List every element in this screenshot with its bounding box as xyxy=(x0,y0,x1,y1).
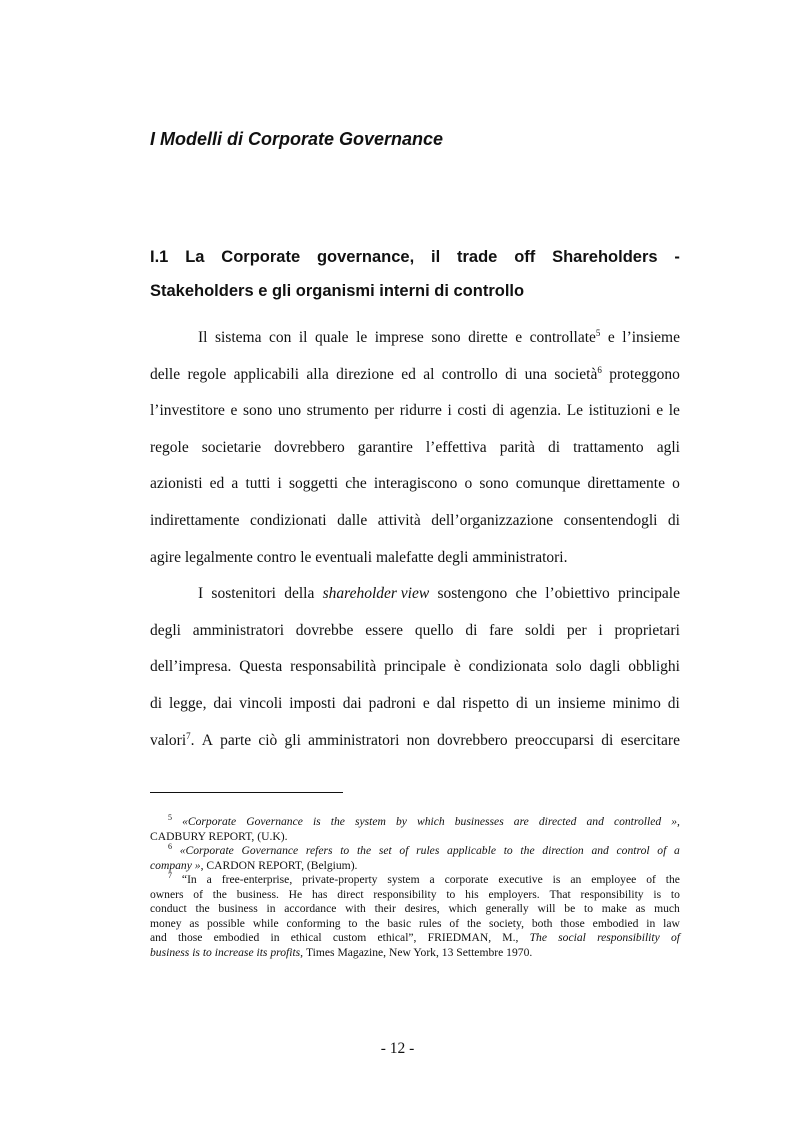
section-title-line-2: Stakeholders e gli organismi interni di controllo xyxy=(150,282,525,300)
paragraph-1-line: indirettamente condizionati dalle attività dell’organizzazione consentendogli di xyxy=(150,511,680,529)
footnote-ref-7[interactable]: 7 xyxy=(186,730,191,741)
paragraph-2-line: valori$^7$. A parte ciò gli amministratori non dovrebbero preoccuparsi di esercitare xyxy=(150,730,680,749)
footnotes: $^5$ «Corporate Governance is the system by which businesses are directed and controlled », CADBURY REPORT, (U.K). $^6$ «Corporate Governance refers to the set of rules applicable to the direction and control of a company » , CARDON REPORT, (Belgium). $^7$ “In a free-enterprise, private-property system a corporate executive is an employee of the owners of the business. He has direct responsibility to his employers. That responsibility is to conduct the business in accordance with their desires, which generally will be to make as much money as possible while conforming to the basic rules of the society, both those embodied in law and those embodied in ethical custom ethical”, FRIEDMAN, M., The social responsibility of business is to increase its profits, Times Magazine, New York, 13 Settembre 1970. xyxy=(150,813,680,959)
section-title xyxy=(150,240,680,308)
paragraph-1-line: Il sistema con il quale le imprese sono dirette e controllate$^5$ e l’insieme xyxy=(198,327,680,346)
page-number: - 12 - xyxy=(380,1040,415,1057)
paragraph-2-line: degli amministratori dovrebbe essere quello di fare soldi per i proprietari xyxy=(150,621,680,639)
paragraph-1-line: delle regole applicabili alla direzione ed al controllo di una società$^6$ proteggono xyxy=(150,364,680,383)
footnote-divider xyxy=(150,792,343,793)
paragraph-2-line: I sostenitori della shareholder view sostengono che l’obiettivo principale xyxy=(198,585,680,603)
paragraph-1-line: agire legalmente contro le eventuali malefatte degli amministratori. xyxy=(150,548,568,566)
paragraph-1-line: azionisti ed a tutti i soggetti che interagiscono o sono comunque direttamente o xyxy=(150,475,680,493)
section-title-line-1: I.1 La Corporate governance, il trade off Shareholders - xyxy=(150,248,680,266)
paragraph-1-line: l’investitore e sono uno strumento per ridurre i costi di agenzia. Le istituzioni e le xyxy=(150,402,680,420)
footnote-7: $^7$ “In a free-enterprise, private-property system a corporate executive is an employee of the xyxy=(168,871,680,886)
footnote-ref-6[interactable]: 6 xyxy=(597,364,602,375)
footnote-5: $^5$ «Corporate Governance is the system by which businesses are directed and controlled », xyxy=(168,813,680,828)
body-text xyxy=(150,320,680,759)
paragraph-1-line: regole societarie dovrebbero garantire l’effettiva parità di trattamento agli xyxy=(150,438,680,456)
footnote-ref-5[interactable]: 5 xyxy=(595,327,601,338)
footnote-6: $^6$ «Corporate Governance refers to the set of rules applicable to the direction and control of a xyxy=(168,842,680,857)
chapter-title: I Modelli di Corporate Governance xyxy=(150,129,444,149)
paragraph-2-line: di legge, dai vincoli imposti dai padroni e dal rispetto di un insieme minimo di xyxy=(150,694,680,712)
paragraph-2-line: dell’impresa. Questa responsabilità principale è condizionata solo dagli obblighi xyxy=(150,658,680,676)
